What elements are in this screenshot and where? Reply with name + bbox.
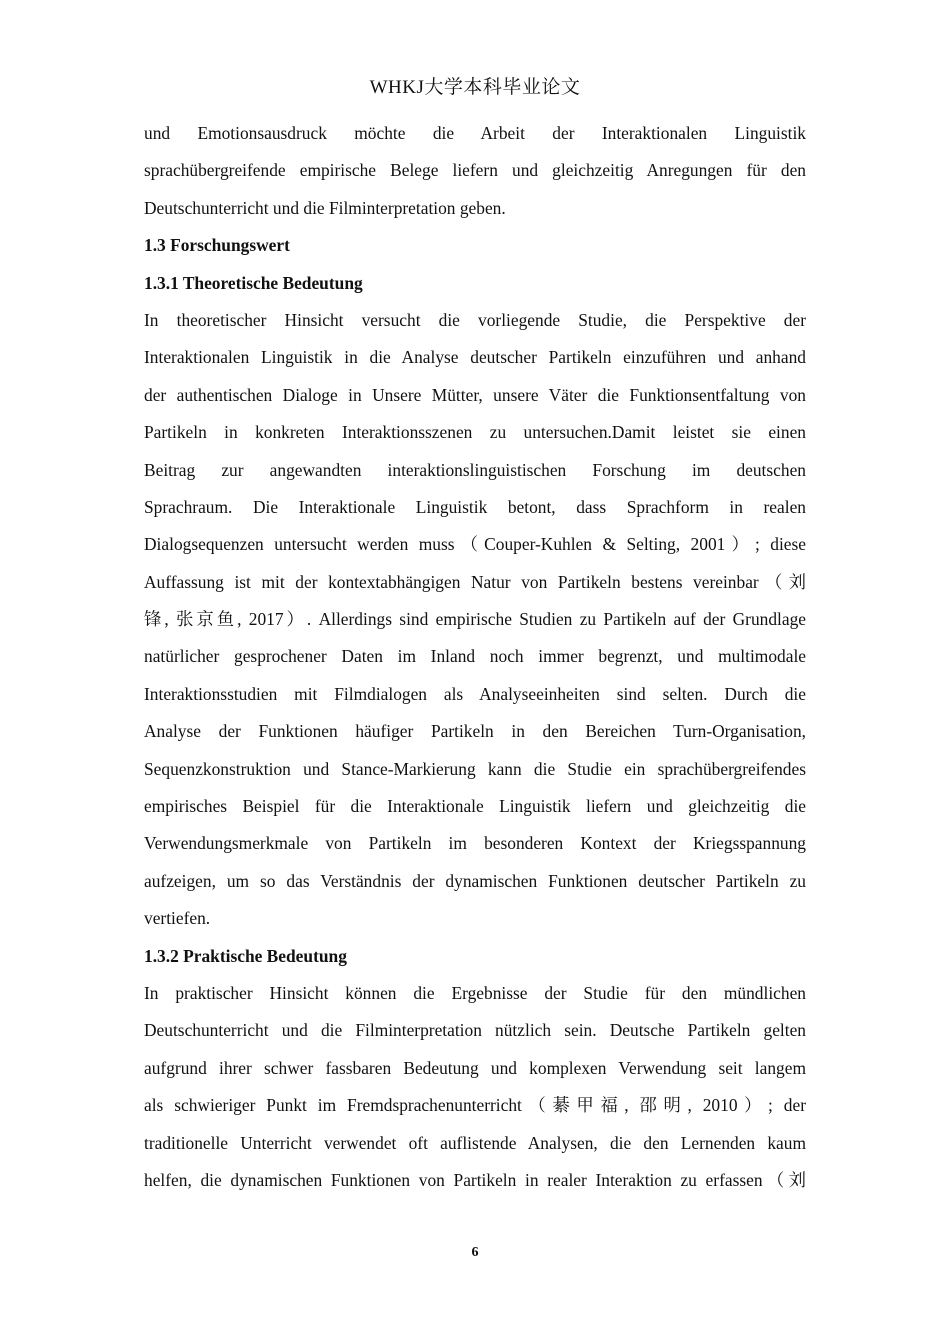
text-line: In praktischer Hinsicht können die Ergebnisse der Studie für den mündlichen [144,982,806,1003]
header-latin: WHKJ [369,77,425,98]
text-line: Verwendungsmerkmale von Partikeln im besonderen Kontext der Kriegsspannung [144,833,806,854]
text-line: helfen, die dynamischen Funktionen von Partikeln in realer Interaktion zu erfassen（刘 [144,1169,806,1190]
text-line: In theoretischer Hinsicht versucht die vorliegende Studie, die Perspektive der [144,309,806,330]
text-line: aufgrund ihrer schwer fassbaren Bedeutung und komplexen Verwendung seit langem [144,1057,806,1078]
text-line: Analyse der Funktionen häufiger Partikeln in den Bereichen Turn-Organisation, [144,721,806,742]
section-heading: 1.3 Forschungswert [144,235,290,256]
text-line: und Emotionsausdruck möchte die Arbeit der Interaktionalen Linguistik [144,123,806,143]
section-heading: 1.3.2 Praktische Bedeutung [144,945,347,966]
text-line: Beitrag zur angewandten interaktionslinguistischen Forschung im deutschen [144,459,806,480]
text-line: Deutschunterricht und die Filminterpretation nützlich sein. Deutsche Partikeln gelten [144,1020,806,1041]
page-header [0,72,950,99]
text-line: sprachübergreifende empirische Belege liefern und gleichzeitig Anregungen für den [144,160,806,181]
text-line: Interaktionsstudien mit Filmdialogen als Analyseeinheiten sind selten. Durch die [144,683,806,704]
text-line: vertiefen. [144,908,211,929]
text-line: Sequenzkonstruktion und Stance-Markierung kann die Studie ein sprachübergreifendes [144,758,806,779]
text-line: Dialogsequenzen untersucht werden muss（Couper-Kuhlen & Selting, 2001）; diese [144,534,806,555]
body-text [144,115,806,1199]
text-line: Interaktionalen Linguistik in die Analyse deutscher Partikeln einzuführen und anhand [144,347,806,368]
page-number: 6 [471,1245,479,1260]
text-line: traditionelle Unterricht verwendet oft auflistende Analysen, die den Lernenden kaum [144,1132,806,1153]
text-line: Auffassung ist mit der kontextabhängigen Natur von Partikeln bestens vereinbar（刘 [144,571,806,592]
text-line: der authentischen Dialoge in Unsere Mütter, unsere Väter die Funktionsentfaltung von [144,384,806,405]
text-line: empirisches Beispiel für die Interaktionale Linguistik liefern und gleichzeitig die [144,796,806,817]
text-line: 锋, 张京鱼, 2017）. Allerdings sind empirische Studien zu Partikeln auf der Grundlage [144,609,806,630]
text-line: Partikeln in konkreten Interaktionsszenen zu untersuchen.Damit leistet sie einen [144,422,806,443]
text-line: als schwieriger Punkt im Fremdsprachenunterricht（綦甲福, 邵明, 2010）; der [144,1095,806,1116]
text-line: Deutschunterricht und die Filminterpretation geben. [144,197,506,218]
text-line: aufzeigen, um so das Verständnis der dynamischen Funktionen deutscher Partikeln zu [144,870,806,891]
section-heading: 1.3.1 Theoretische Bedeutung [144,272,363,293]
text-line: Sprachraum. Die Interaktionale Linguistik betont, dass Sprachform in realen [144,496,806,517]
text-line: natürlicher gesprochener Daten im Inland noch immer begrenzt, und multimodale [144,646,806,667]
header-cjk: 大学本科毕业论文 [424,76,581,98]
